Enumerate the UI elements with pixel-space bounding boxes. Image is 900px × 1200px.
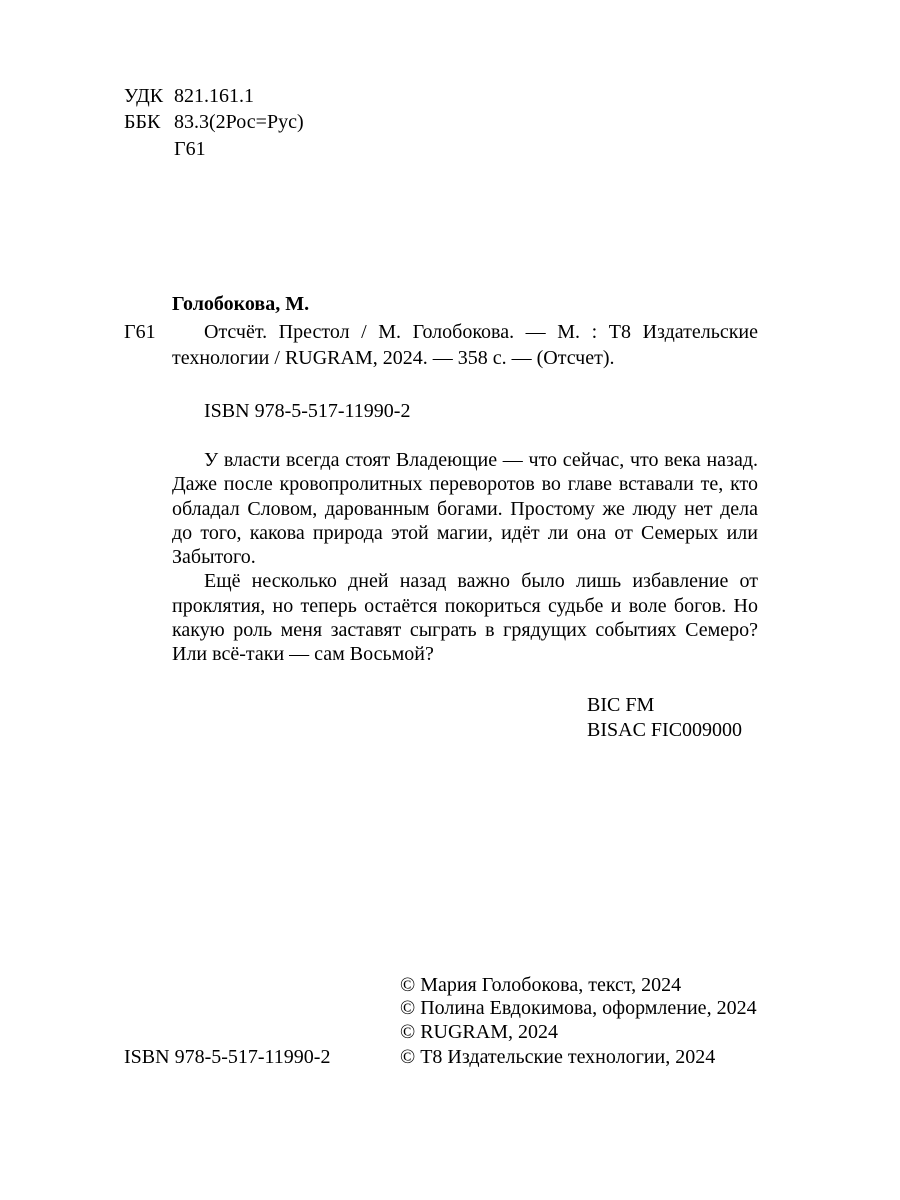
copyright-line-t8: © Т8 Издательские технологии, 2024	[400, 1046, 716, 1068]
footer-isbn: ISBN 978-5-517-11990-2	[124, 1046, 331, 1068]
annotation	[172, 448, 758, 667]
annotation-paragraph-1: У власти всегда стоят Владеющие — что сейчас, что века назад. Даже после кровопролитных переворотов во главе вставали те, кто обладал Словом, дарованным богами. Простому же люду нет дела до того, какова природа этой магии, идёт ли она от Семерых или Забытого.	[172, 449, 758, 569]
author-heading: Голобокова, М.	[172, 293, 310, 315]
copyright-line-author: © Мария Голобокова, текст, 2024	[400, 974, 682, 996]
bbk-label: ББК	[124, 111, 161, 133]
bbk-value: 83.3(2Рос=Рус)	[174, 111, 304, 133]
record-author-mark: Г61	[124, 321, 156, 343]
classification-author-mark: Г61	[174, 138, 206, 160]
record-title-line-1: Отсчёт. Престол / М. Голобокова. — М. : Т8 Издательские	[204, 321, 758, 343]
bic-code: BIC FM	[587, 694, 655, 716]
copyright-line-design: © Полина Евдокимова, оформление, 2024	[400, 997, 757, 1019]
udk-value: 821.161.1	[174, 85, 254, 107]
annotation-paragraph-2: Ещё несколько дней назад важно было лишь избавление от проклятия, но теперь остаётся покориться судьбе и воле богов. Но какую роль меня заставят сыграть в грядущих событиях Семеро? Или всё-таки — сам Восьмой?	[172, 570, 758, 666]
bisac-code: BISAC FIC009000	[587, 719, 743, 741]
record-isbn: ISBN 978-5-517-11990-2	[204, 400, 411, 422]
record-title-line-2: технологии / RUGRAM, 2024. — 358 с. — (Отсчет).	[172, 347, 615, 369]
copyright-line-rugram: © RUGRAM, 2024	[400, 1021, 558, 1043]
udk-label: УДК	[124, 85, 164, 107]
